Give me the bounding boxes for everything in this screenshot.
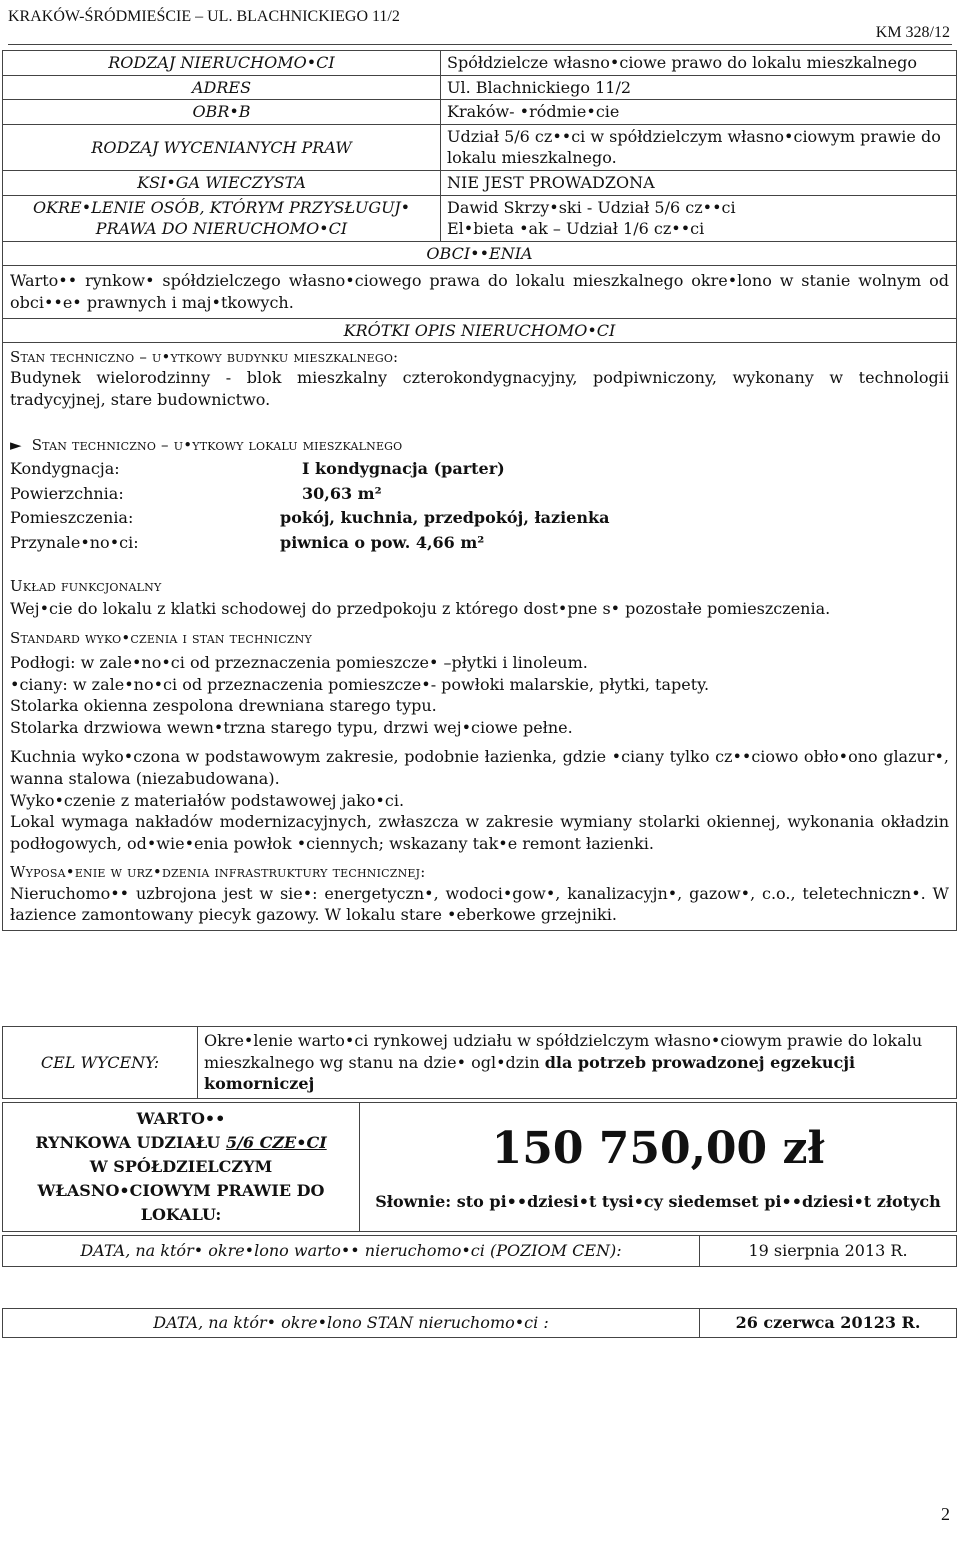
value-in-words: Słownie: sto pi••dziesi•t tysi•cy siedemset pi••dziesi•t złotych (375, 1191, 941, 1211)
table-row (3, 1103, 957, 1232)
table-row (3, 170, 957, 195)
description-heading-row (3, 318, 957, 343)
label-address: ADRES (3, 75, 441, 100)
value-label-line: WARTO•• (136, 1109, 226, 1128)
label-owners: OKRE•LENIE OSÓB, KTÓRYM PRZYSŁUGUJ• PRAWA DO NIERUCHOMO•CI (3, 195, 441, 241)
purpose-text (198, 1027, 957, 1099)
property-detail-value: 30,63 m² (302, 483, 382, 503)
finish-line: •ciany: w zale•no•ci od przeznaczenia pomieszcze•- powłoki malarskie, płytki, tapety. (10, 674, 710, 694)
infrastructure-text: Nieruchomo•• uzbrojona jest w sie•: energetyczn•, wodoci•gow•, kanalizacyjn•, gazow•, c.o., teletechniczn•. W łazience zamontowany piecyk gazowy. W lokalu stare •eberkowe grzejniki. (10, 883, 949, 925)
building-condition-text: Budynek wielorodzinny - blok mieszkalny czterokondygnacyjny, podpiwniczony, wykonany w technologii tradycyjnej, stare budownictwo. (10, 368, 949, 409)
value-result (360, 1103, 957, 1232)
value-amount: 150 750,00 zł (491, 1123, 825, 1175)
unit-condition-heading: Stan techniczno – u•ytkowy lokalu mieszkalnego (31, 435, 403, 454)
property-detail-value: piwnica o pow. 4,66 m² (280, 533, 485, 553)
description-row (3, 343, 957, 931)
page-number: 2 (941, 1504, 950, 1524)
encumbrances-heading-row (3, 241, 957, 266)
encumbrances-text: Warto•• rynkow• spółdzielczego własno•ciowego prawa do lokalu mieszkalnego okre•lono w stanie wolnym od obci••e• prawnych i maj•tkowych. (3, 266, 957, 318)
kitchen-text: Kuchnia wyko•czona w podstawowym zakresie, podobnie łazienka, gdzie •ciany tylko cz••ciowo obło•ono glazur•, wanna stalowa (niezabudowana). (10, 747, 949, 789)
description-body (3, 343, 957, 931)
table-row (3, 1236, 957, 1267)
condition-date-value: 26 czerwca 20123 R. (700, 1309, 957, 1338)
property-detail-row (10, 457, 949, 482)
share-fraction: 5/6 CZE•CI (225, 1133, 327, 1152)
value-label-line: WŁASNO•CIOWYM PRAWIE DO (37, 1181, 325, 1200)
encumbrances-heading: OBCI••ENIA (3, 241, 957, 266)
modernization-text: Lokal wymaga nakładów modernizacyjnych, zwłaszcza w zakresie wymiany stolarki okiennej, wykonania okładzin podłogowych, od•wie•enia powłok •ciennych; wskazany tak•e remont łazienki. (10, 812, 949, 853)
layout-heading: Układ funkcjonalny (10, 577, 162, 595)
finish-standard-heading: Standard wyko•czenia i stan techniczny (10, 628, 312, 647)
purpose-text-plain: Okre•lenie warto•ci rynkowej udziału w spółdzielczym własno•ciowym prawie do lokalu mieszkalnego wg stanu na dzie• ogl•dzin (204, 1031, 923, 1072)
valuation-result-table (2, 1102, 957, 1232)
value-land-register: NIE JEST PROWADZONA (441, 170, 957, 195)
value-address: Ul. Blachnickiego 11/2 (441, 75, 957, 100)
value-district: Kraków- •ródmie•cie (441, 100, 957, 125)
value-rights-type: Udział 5/6 cz••ci w spółdzielczym własno•ciowym prawie do lokalu mieszkalnego. (441, 124, 957, 170)
price-level-date-table (2, 1235, 957, 1267)
finish-quality-text: Wyko•czenie z materiałów podstawowej jako•ci. (10, 790, 405, 810)
building-condition-heading: Stan techniczno – u•ytkowy budynku mieszkalnego: (10, 348, 399, 367)
encumbrances-row (3, 266, 957, 318)
property-detail-key: Pomieszczenia: (10, 508, 134, 528)
unit-condition-heading-line (10, 435, 949, 455)
purpose-text-bold: dla potrzeb prowadzonej egzekucji komorniczej (204, 1052, 856, 1094)
table-row (3, 195, 957, 241)
value-owners (441, 195, 957, 241)
property-detail-value: I kondygnacja (parter) (302, 458, 505, 478)
property-detail-key: Przynale•no•ci: (10, 533, 139, 553)
finish-line: Stolarka drzwiowa wewn•trzna starego typu, drzwi wej•ciowe pełne. (10, 717, 573, 737)
finish-line: Stolarka okienna zespolona drewniana starego typu. (10, 696, 437, 716)
valuation-purpose-table (2, 1026, 957, 1099)
document-header-location: KRAKÓW-ŚRÓDMIEŚCIE – UL. BLACHNICKIEGO 11/2 (8, 8, 400, 25)
value-label (3, 1103, 360, 1232)
condition-date-table (2, 1308, 957, 1338)
value-label-line: W SPÓŁDZIELCZYM (89, 1157, 273, 1176)
table-row (3, 1027, 957, 1099)
table-row (3, 1309, 957, 1338)
owner-1: Dawid Skrzy•ski - Udział 5/6 cz••ci (447, 197, 736, 217)
label-rights-type: RODZAJ WYCENIANYCH PRAW (3, 124, 441, 170)
property-detail-key: Powierzchnia: (10, 483, 124, 503)
valuation-summary-table (2, 50, 957, 931)
owner-2: El•bieta •ak – Udział 1/6 cz••ci (447, 219, 705, 239)
price-level-date-value: 19 sierpnia 2013 R. (700, 1236, 957, 1267)
table-row (3, 51, 957, 76)
layout-text: Wej•cie do lokalu z klatki schodowej do przedpokoju z którego dost•pne s• pozostałe pomieszczenia. (10, 599, 831, 619)
value-label-line: LOKALU: (140, 1205, 222, 1224)
table-row (3, 75, 957, 100)
header-divider (8, 44, 952, 45)
property-detail-key: Kondygnacja: (10, 458, 120, 478)
arrow-right-icon: ► (10, 435, 22, 454)
description-heading: KRÓTKI OPIS NIERUCHOMO•CI (3, 318, 957, 343)
finish-line: Podłogi: w zale•no•ci od przeznaczenia pomieszcze• –płytki i linoleum. (10, 653, 588, 673)
property-detail-row (10, 482, 949, 507)
table-row (3, 124, 957, 170)
label-land-register: KSI•GA WIECZYSTA (3, 170, 441, 195)
document-case-number: KM 328/12 (875, 24, 950, 41)
property-detail-row (10, 506, 949, 531)
price-level-date-label: DATA, na któr• okre•lono warto•• nieruchomo•ci (POZIOM CEN): (3, 1236, 700, 1267)
label-property-type: RODZAJ NIERUCHOMO•CI (3, 51, 441, 76)
condition-date-label: DATA, na któr• okre•lono STAN nieruchomo•ci : (3, 1309, 700, 1338)
value-property-type: Spółdzielcze własno•ciowe prawo do lokalu mieszkalnego (441, 51, 957, 76)
table-row (3, 100, 957, 125)
property-detail-value: pokój, kuchnia, przedpokój, łazienka (280, 508, 610, 528)
value-label-line: RYNKOWA UDZIAŁU 5/6 CZE•CI (35, 1133, 327, 1152)
infrastructure-heading: Wyposa•enie w urz•dzenia infrastruktury technicznej: (10, 863, 426, 882)
purpose-label: CEL WYCENY: (3, 1027, 198, 1099)
property-detail-row (10, 531, 949, 556)
label-district: OBR•B (3, 100, 441, 125)
